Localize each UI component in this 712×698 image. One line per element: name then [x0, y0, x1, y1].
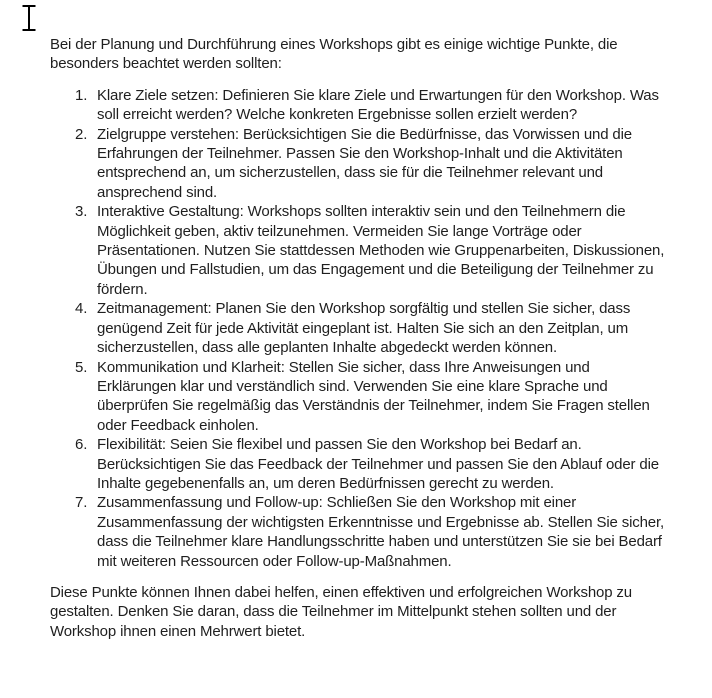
- list-item: [50, 299, 670, 357]
- list-item: [50, 435, 670, 493]
- document-body[interactable]: [50, 35, 670, 641]
- list-item: [50, 202, 670, 299]
- list-item-text: Zusammenfassung und Follow-up: Schließen Sie den Workshop mit einer Zusammenfassung der wichtigsten Erkenntnisse und Ergebnisse ab. Stellen Sie sicher, dass die Teilnehmer klare Handlungsschritte haben und unterstützen Sie sie bei Bedarf mit weiteren Ressourcen oder Follow-up-Maßnahmen.: [97, 494, 665, 570]
- list-item-number: 7.: [75, 494, 88, 512]
- list-item: [50, 493, 670, 571]
- numbered-list: [50, 86, 670, 571]
- text-cursor-icon: [21, 4, 37, 32]
- list-item-text: Flexibilität: Seien Sie flexibel und passen Sie den Workshop bei Bedarf an. Berücksichtigen Sie das Feedback der Teilnehmer und passen Sie den Ablauf oder die Inhalte gegebenenfalls an, um deren Bedürfnissen gerecht zu werden.: [97, 436, 659, 492]
- list-item: [50, 86, 670, 125]
- list-item-number: 3.: [75, 203, 88, 221]
- list-item-number: 4.: [75, 300, 88, 318]
- list-item: [50, 125, 670, 203]
- list-item-text: Zielgruppe verstehen: Berücksichtigen Sie die Bedürfnisse, das Vorwissen und die Erfahrungen der Teilnehmer. Passen Sie den Workshop-Inhalt und die Aktivitäten entsprechend an, um sicherzustellen, dass sie für die Teilnehmer relevant und ansprechend sind.: [97, 125, 632, 201]
- outro-paragraph: Diese Punkte können Ihnen dabei helfen, einen effektiven und erfolgreichen Workshop zu gestalten. Denken Sie daran, dass die Teilnehmer im Mittelpunkt stehen sollten und der Workshop ihnen einen Mehrwert bietet.: [50, 583, 632, 640]
- list-item-number: 5.: [75, 358, 88, 376]
- list-item-number: 1.: [75, 86, 88, 104]
- intro-paragraph: Bei der Planung und Durchführung eines Workshops gibt es einige wichtige Punkte, die besonders beachtet werden sollten:: [50, 36, 618, 73]
- list-item-text: Interaktive Gestaltung: Workshops sollten interaktiv sein und den Teilnehmern die Möglichkeit geben, aktiv teilzunehmen. Vermeiden Sie lange Vorträge oder Präsentationen. Nutzen Sie stattdessen Methoden wie Gruppenarbeiten, Diskussionen, Übungen und Fallstudien, um das Engagement und die Beteiligung der Teilnehmer zu fördern.: [97, 203, 665, 298]
- list-item-number: 6.: [75, 436, 88, 454]
- list-item-text: Kommunikation und Klarheit: Stellen Sie sicher, dass Ihre Anweisungen und Erklärungen klar und verständlich sind. Verwenden Sie eine klare Sprache und überprüfen Sie regelmäßig das Verständnis der Teilnehmer, indem Sie Fragen stellen oder Feedback einholen.: [97, 358, 650, 434]
- list-item-number: 2.: [75, 125, 88, 143]
- list-item-text: Klare Ziele setzen: Definieren Sie klare Ziele und Erwartungen für den Workshop. Was soll erreicht werden? Welche konkreten Ergebnisse sollen erzielt werden?: [97, 86, 659, 124]
- list-item-text: Zeitmanagement: Planen Sie den Workshop sorgfältig und stellen Sie sicher, dass genügend Zeit für jede Aktivität eingeplant ist. Halten Sie sich an den Zeitplan, um sicherzustellen, dass alle geplanten Inhalte abgedeckt werden können.: [97, 300, 631, 357]
- list-item: [50, 358, 670, 436]
